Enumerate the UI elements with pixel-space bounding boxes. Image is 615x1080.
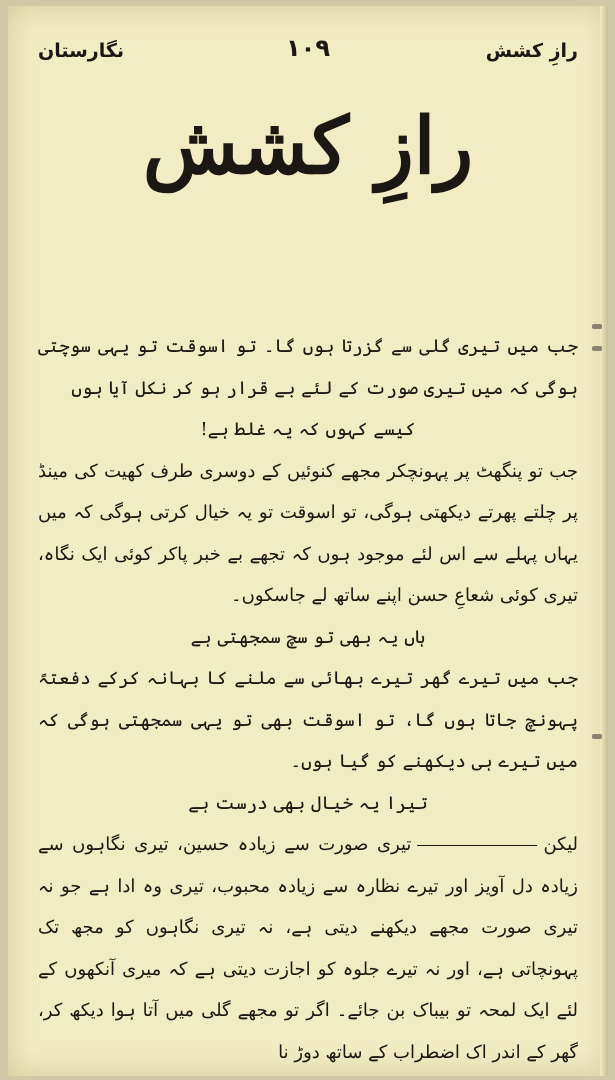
paragraph-lead: لیکن — [543, 834, 578, 855]
paragraph — [38, 824, 578, 1073]
page-number: ۱۰۹ — [286, 34, 330, 62]
paragraph-rest: تیری صورت سے زیادہ حسین، تیری نگاہوں سے زیادہ دل آویز اور تیرے نظارہ سے زیادہ محبوب، تیری وہ ادا ہے جو نہ تیری صورت مجھے دیکھنے دیتی ہے، نہ تیری نگاہوں کو مجھ تک پہونچاتی ہے، اور نہ تیرے جلوہ کو اجازت دیتی ہے کہ میری آنکھوں کے لئے ایک لمحہ تو بیباک بن جائے۔ اگر تو مجھے گلی میں آتا ہوا دیکھ کر، گھر کے اندر اک اضطراب کے ساتھ دوڑ نا — [38, 834, 578, 1063]
binding-mark — [592, 324, 602, 329]
book-page — [8, 6, 608, 1076]
paragraph: ہاں یہ بھی تو سچ سمجھتی ہے — [190, 626, 426, 648]
paragraph: تیرا یہ خیال بھی درست ہے — [188, 792, 428, 814]
dash-rule — [417, 845, 537, 846]
binding-mark — [592, 734, 602, 739]
binding-mark — [592, 346, 602, 351]
chapter-title: رازِ کشش — [142, 101, 474, 192]
body-text — [38, 326, 578, 1073]
header-book-title: نگارستان — [38, 40, 125, 62]
paragraph: کیسے کہوں کہ یہ غلط ہے! — [200, 419, 416, 440]
paragraph: جب میں تیری گلی سے گزرتا ہوں گا۔ تو اسوقت تو یہی سوچتی ہوگی کہ میں تیری صورت کے لئے بے قرار ہو کر نکل آیا ہوں — [38, 336, 578, 399]
header-chapter-title: رازِ کشش — [485, 40, 578, 62]
running-header — [38, 34, 578, 74]
paragraph: جب تو پنگھٹ پر پہونچکر مجھے کنوئیں کے دوسری طرف کھیت کی مینڈ پر چلتے پھرتے دیکھتی ہوگی، تو اسوقت تو یہ خیال کرتی ہوگی کہ میں یہاں پہلے سے اس لئے موجود ہوں کہ تجھے بے خبر پاکر کوئی ایک نگاہ، تیری کوئی شعاعِ حسن اپنے ساتھ لے جاسکوں۔ — [38, 460, 578, 606]
paragraph: جب میں تیرے گھر تیرے بھائی سے ملنے کا بہانہ کرکے دفعتہً پہونچ جاتا ہوں گا، تو اسوقت بھی تو یہی سمجھتی ہوگی کہ میں تیرے ہی دیکھنے کو گیا ہوں۔ — [38, 668, 578, 772]
